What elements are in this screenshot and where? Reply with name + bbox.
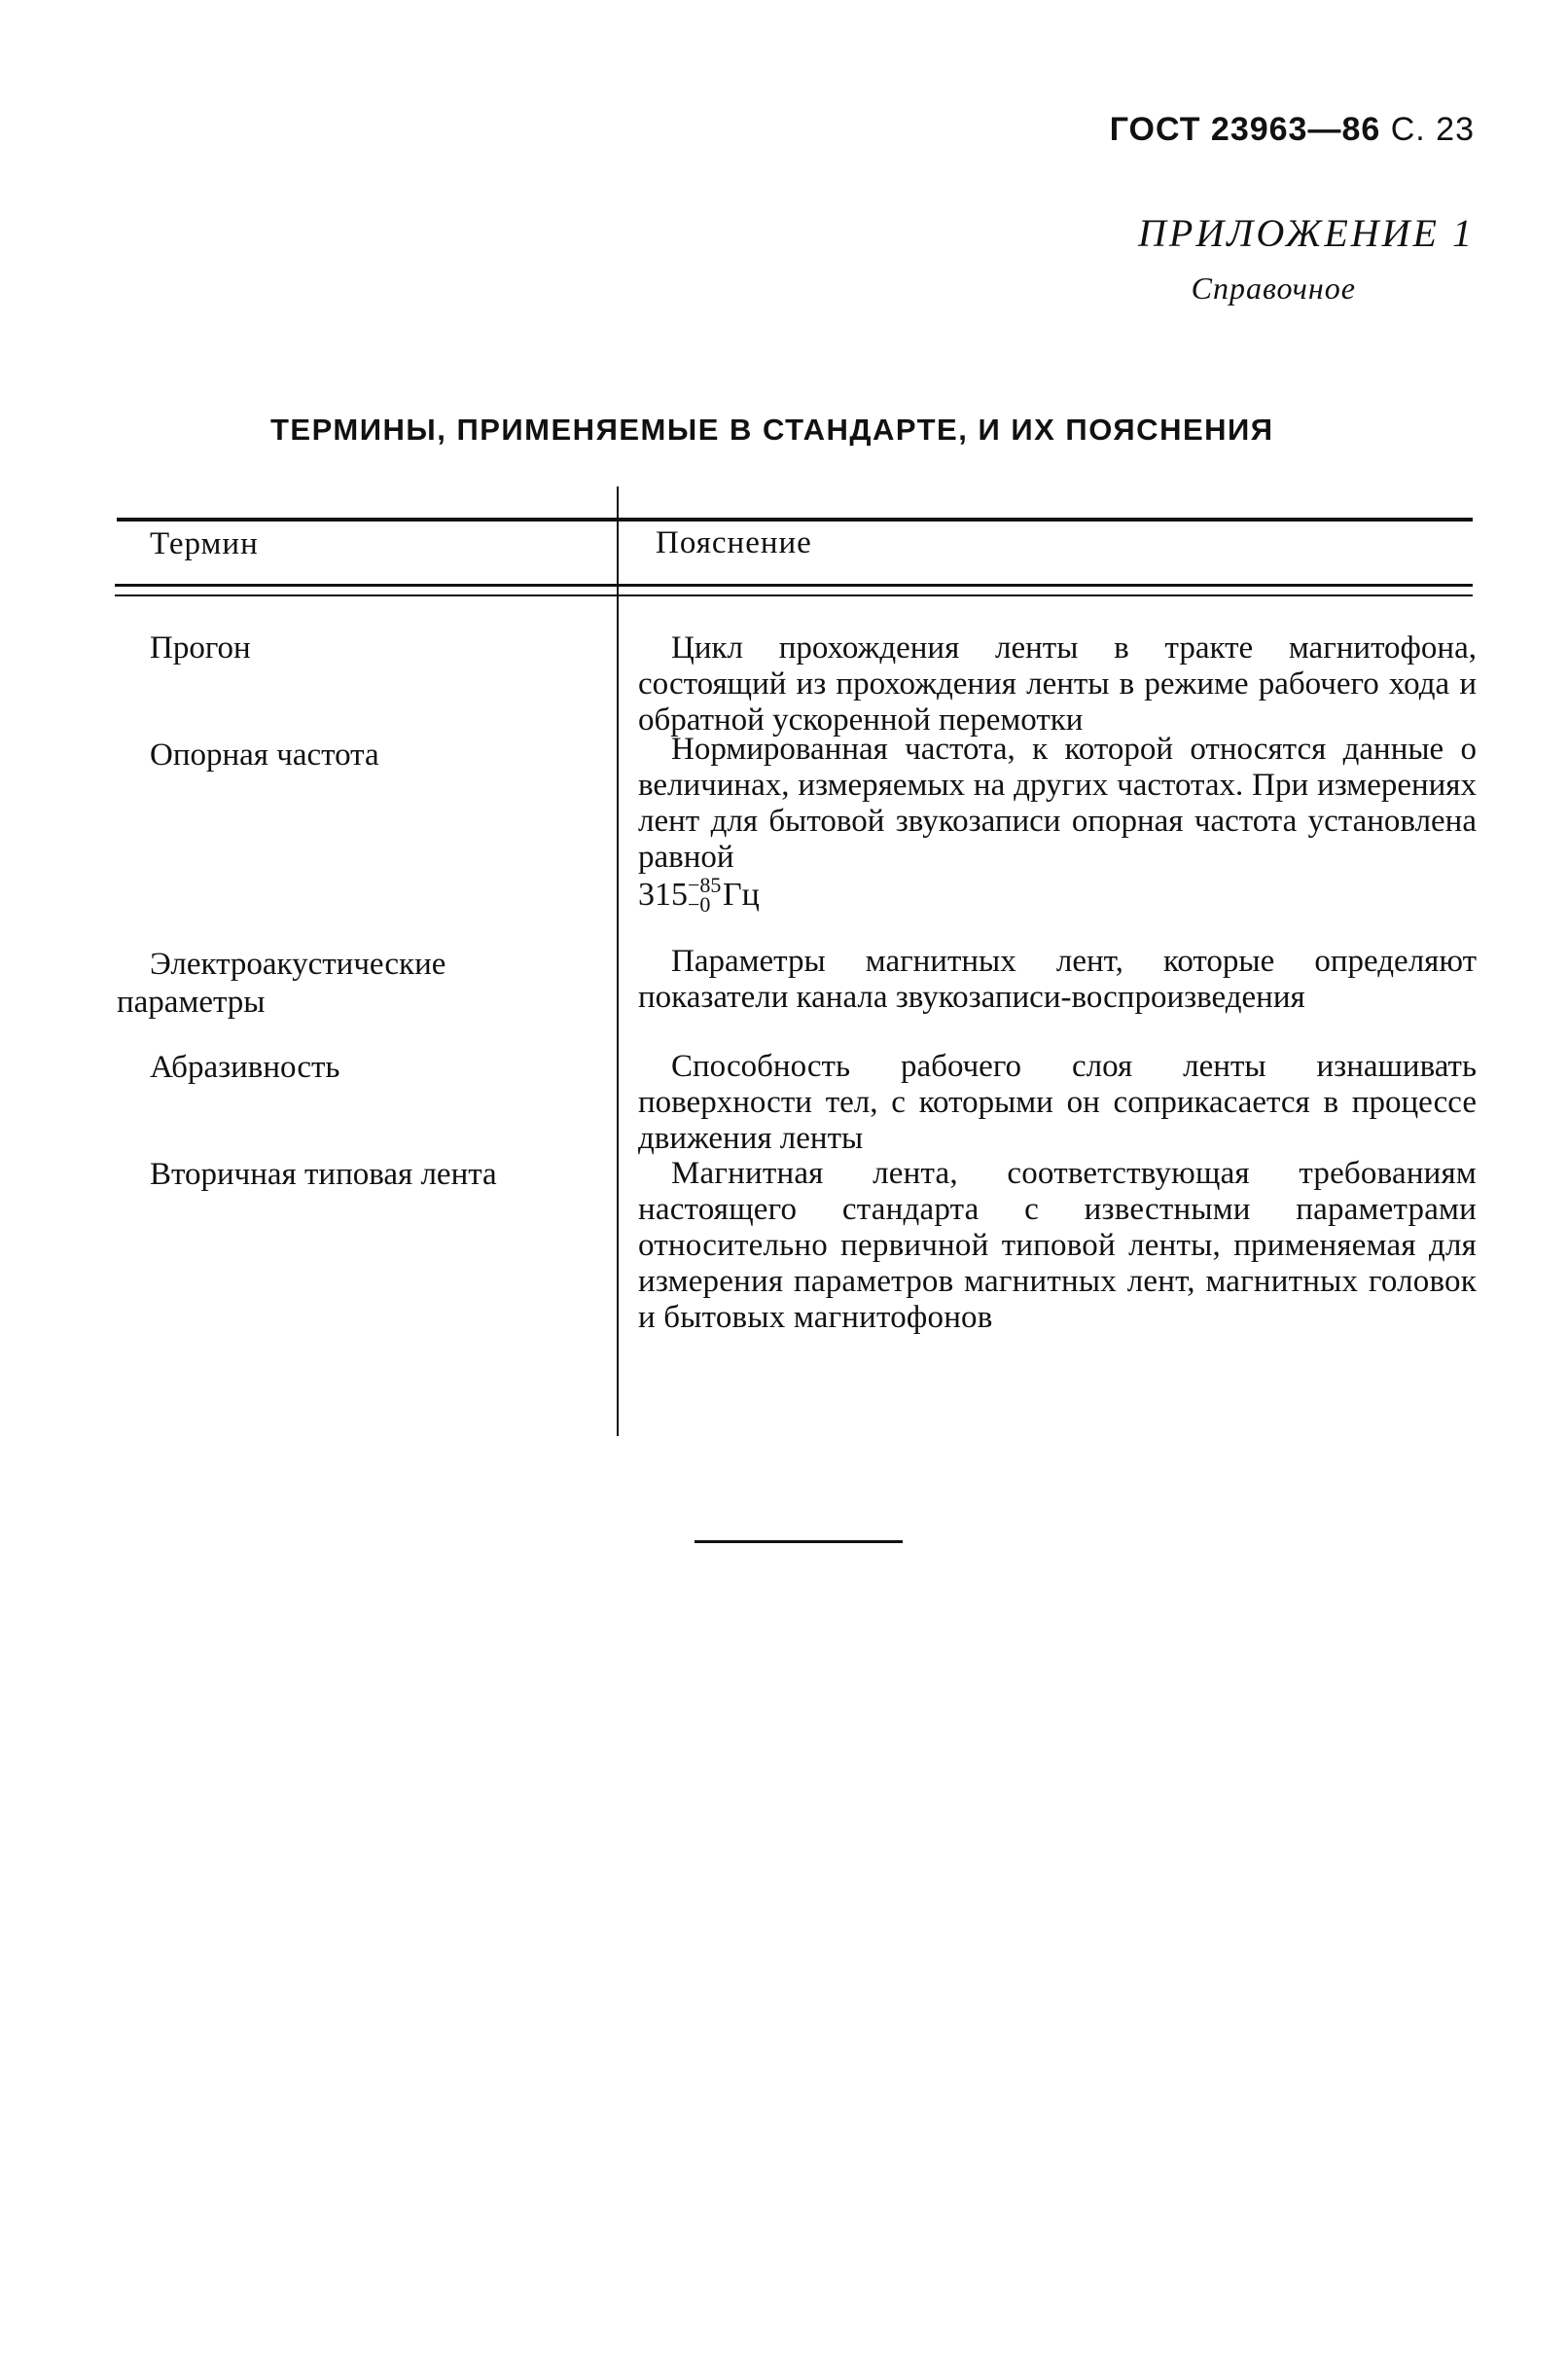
reference-frequency-formula (638, 873, 760, 917)
document-title: ТЕРМИНЫ, ПРИМЕНЯЕМЫЕ В СТАНДАРТЕ, И ИХ ПОЯСНЕНИЯ (270, 413, 1274, 447)
appendix-type: Справочное (1191, 270, 1356, 306)
formula-lower-tolerance: −0 (688, 892, 711, 917)
table-header-rule (115, 584, 1473, 587)
explanation-cell: Параметры магнитных лент, которые определяют показатели канала звукозаписи-воспроизведения (638, 944, 1477, 1015)
formula-tolerance (688, 873, 722, 917)
formula-unit: Гц (723, 877, 760, 913)
column-header-explanation: Пояснение (656, 525, 812, 560)
end-mark-rule (695, 1540, 903, 1543)
standard-number: ГОСТ 23963—86 (1109, 111, 1381, 148)
term-cell: Абразивность (150, 1050, 340, 1085)
formula-upper-tolerance: −85 (688, 873, 722, 897)
explanation-cell: Цикл прохождения ленты в тракте магнитофона, состоящий из прохождения ленты в режиме рабочего хода и обратной ускоренной перемотки (638, 630, 1477, 738)
term-cell: Вторичная типовая лента (150, 1157, 497, 1192)
table-top-rule (117, 518, 1473, 522)
table-header-rule-second (115, 594, 1473, 596)
formula-value: 315 (638, 877, 688, 913)
term-cell: Электроакустические параметры (117, 947, 446, 1020)
explanation-cell: Способность рабочего слоя ленты изнашивать поверхности тел, с которыми он соприкасается в процессе движения ленты (638, 1049, 1477, 1156)
appendix-title: ПРИЛОЖЕНИЕ 1 (1138, 211, 1475, 255)
explanation-cell: Магнитная лента, соответствующая требованиям настоящего стандарта с известными параметрами относительно первичной типовой ленты, применяемая для измерения параметров магнитных лент, магнитных головок и бытовых магнитофонов (638, 1156, 1477, 1335)
column-header-term: Термин (150, 526, 259, 561)
table-column-divider (617, 486, 619, 1436)
explanation-cell: Нормированная частота, к которой относятся данные о величинах, измеряемых на других частотах. При измерениях лент для бытовой звукозаписи опорная частота установлена равной (638, 732, 1477, 875)
term-cell: Прогон (150, 630, 251, 666)
term-cell: Опорная частота (150, 738, 379, 773)
page-number: С. 23 (1390, 111, 1475, 148)
running-header (1110, 111, 1475, 149)
